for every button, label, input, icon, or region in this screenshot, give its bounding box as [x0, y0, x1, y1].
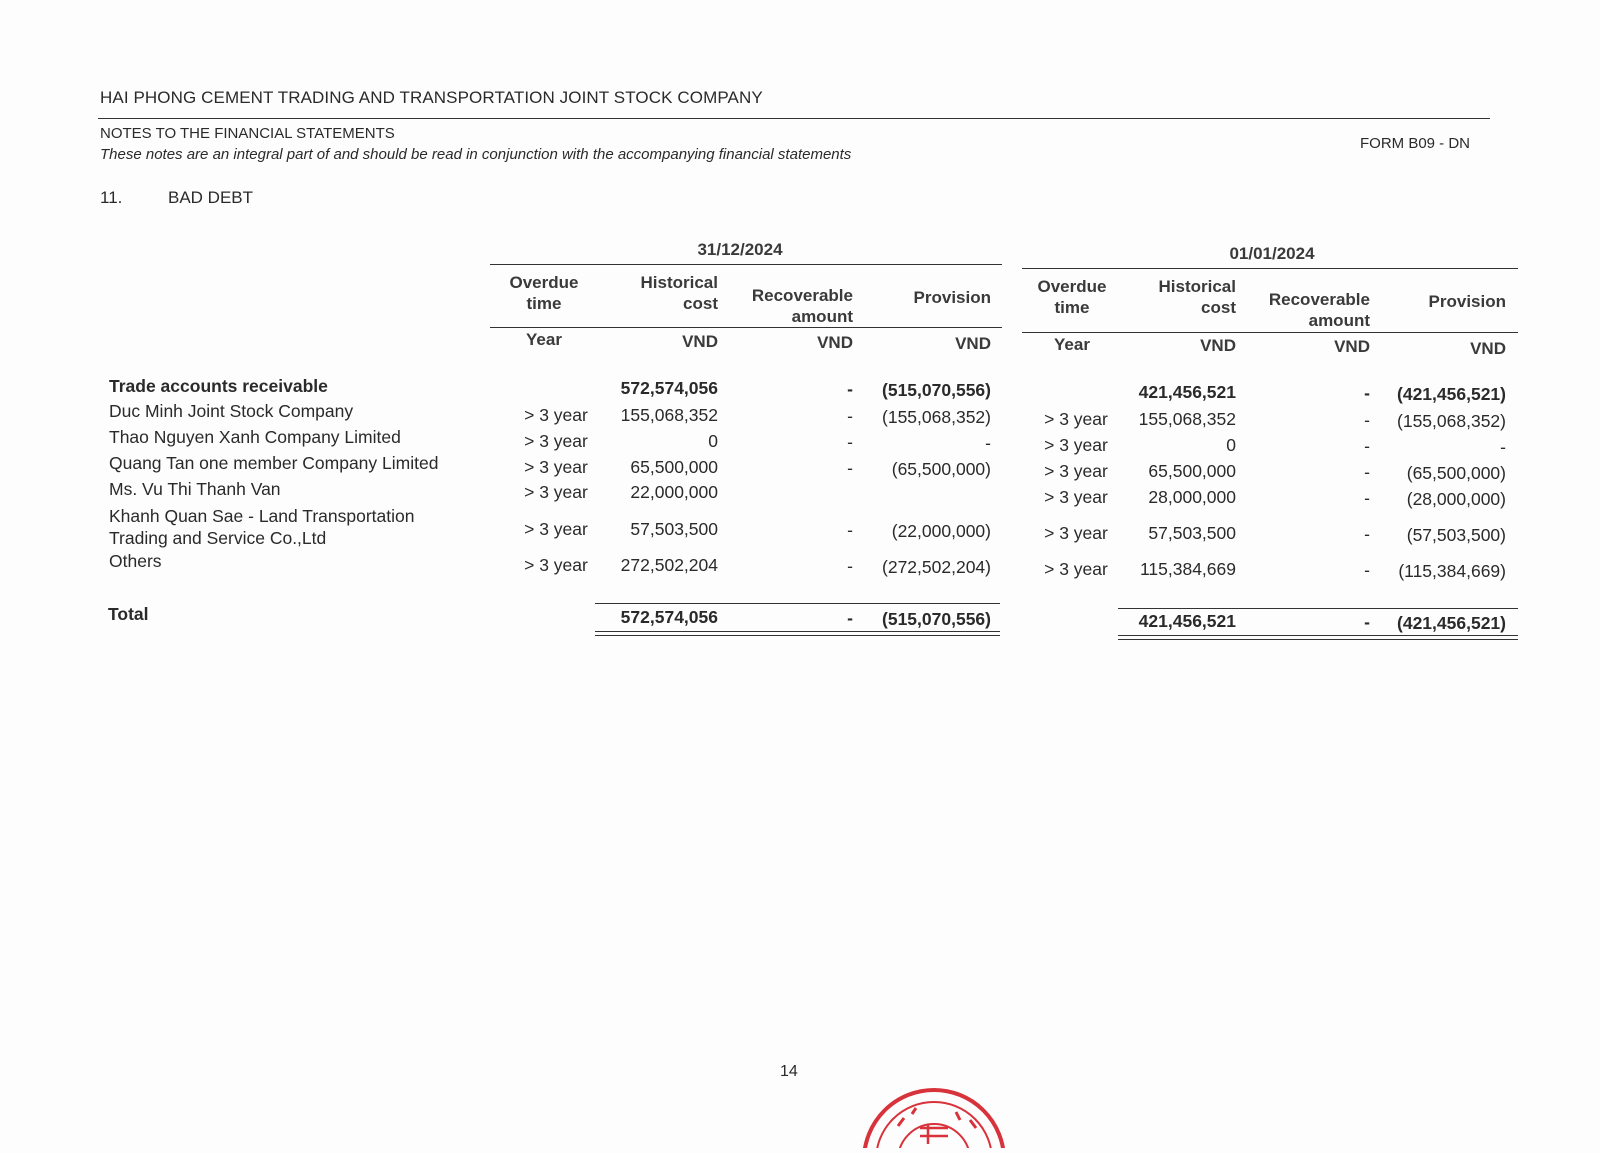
table-cell: (22,000,000)	[891, 521, 991, 541]
table-cell: 65,500,000	[630, 457, 718, 477]
period-rule-1	[490, 264, 1002, 265]
page-number: 14	[780, 1063, 798, 1080]
table-cell: (421,456,521)	[1397, 384, 1506, 404]
table-cell: -	[1364, 560, 1370, 580]
notes-title: NOTES TO THE FINANCIAL STATEMENTS	[100, 125, 395, 142]
period-rule-2	[1022, 268, 1518, 269]
table-cell: > 3 year	[1044, 559, 1108, 579]
table-cell: 57,503,500	[1148, 523, 1236, 543]
table-cell: 65,500,000	[1148, 461, 1236, 481]
table-cell: 0	[1226, 435, 1236, 455]
table-cell: -	[1364, 462, 1370, 482]
table-cell: 155,068,352	[620, 405, 718, 425]
total-rule-top-1	[595, 603, 1000, 604]
unit-vnd-cost-p1: VND	[682, 332, 718, 351]
table-cell: > 3 year	[1044, 487, 1108, 507]
table-cell: -	[847, 379, 853, 399]
table-cell: -	[847, 608, 853, 628]
row-label-total: Total	[108, 604, 149, 624]
total-rule-top-2	[1118, 608, 1518, 609]
unit-vnd-prov-p2: VND	[1470, 339, 1506, 358]
table-cell: 572,574,056	[620, 607, 718, 627]
table-cell: (57,503,500)	[1406, 525, 1506, 545]
col-recoverable-amount-p2: Recoverable amount	[1268, 290, 1370, 330]
row-label-others: Others	[109, 551, 162, 571]
row-label-khanh-quan-sae: Khanh Quan Sae - Land Transportation Trading and Service Co.,Ltd	[109, 506, 415, 548]
col-overdue-time-p2: Overdue time	[1037, 277, 1107, 317]
table-cell: -	[1500, 437, 1506, 457]
table-cell: > 3 year	[1044, 435, 1108, 455]
table-cell: 272,502,204	[620, 555, 718, 575]
table-cell: (155,068,352)	[882, 407, 991, 427]
row-label-thao-nguyen-xanh: Thao Nguyen Xanh Company Limited	[109, 427, 401, 447]
table-cell: -	[1364, 410, 1370, 430]
notes-subtitle: These notes are an integral part of and should be read in conjunction with the accompanying financial statements	[100, 146, 852, 163]
col-recoverable-amount-p1: Recoverable amount	[751, 286, 853, 326]
table-cell: 0	[708, 431, 718, 451]
table-cell: > 3 year	[524, 482, 588, 502]
table-cell: (515,070,556)	[882, 380, 991, 400]
table-cell: > 3 year	[524, 457, 588, 477]
unit-vnd-prov-p1: VND	[955, 334, 991, 353]
section-number: 11.	[100, 188, 123, 207]
table-cell: 28,000,000	[1148, 487, 1236, 507]
table-cell: -	[1364, 383, 1370, 403]
row-label-trade-accounts-receivable: Trade accounts receivable	[109, 376, 328, 396]
unit-year-p1: Year	[526, 330, 562, 349]
company-name: HAI PHONG CEMENT TRADING AND TRANSPORTATION JOINT STOCK COMPANY	[100, 88, 763, 107]
table-cell: (515,070,556)	[882, 609, 991, 629]
table-cell: > 3 year	[524, 555, 588, 575]
table-cell: > 3 year	[1044, 461, 1108, 481]
table-cell: -	[985, 433, 991, 453]
table-cell: 22,000,000	[630, 482, 718, 502]
table-cell: -	[1364, 488, 1370, 508]
table-cell: 57,503,500	[630, 519, 718, 539]
table-cell: -	[1364, 612, 1370, 632]
row-label-quang-tan: Quang Tan one member Company Limited	[109, 453, 439, 473]
table-cell: (65,500,000)	[1406, 463, 1506, 483]
col-provision-p1: Provision	[913, 288, 991, 307]
colhead-rule-1	[490, 327, 1002, 328]
header-rule	[98, 118, 1490, 119]
unit-vnd-recov-p1: VND	[817, 333, 853, 352]
table-cell: (155,068,352)	[1397, 411, 1506, 431]
table-cell: -	[847, 458, 853, 478]
table-cell: (65,500,000)	[891, 459, 991, 479]
table-cell: 572,574,056	[620, 378, 718, 398]
table-cell: (272,502,204)	[882, 557, 991, 577]
table-cell: > 3 year	[524, 405, 588, 425]
form-code: FORM B09 - DN	[1360, 135, 1471, 152]
row-label-duc-minh: Duc Minh Joint Stock Company	[109, 401, 354, 421]
table-cell: 155,068,352	[1138, 409, 1236, 429]
table-cell: -	[1364, 436, 1370, 456]
colhead-rule-2	[1022, 332, 1518, 333]
table-cell: -	[847, 432, 853, 452]
total-double-rule-1	[595, 631, 1000, 636]
unit-year-p2: Year	[1054, 335, 1090, 354]
col-provision-p2: Provision	[1428, 292, 1506, 311]
table-cell: -	[1364, 524, 1370, 544]
table-cell: > 3 year	[524, 519, 588, 539]
company-seal-stamp	[838, 1088, 1038, 1148]
table-cell: > 3 year	[1044, 523, 1108, 543]
row-label-vu-thi-thanh-van: Ms. Vu Thi Thanh Van	[109, 479, 281, 499]
period-header-2024-01-01: 01/01/2024	[1229, 244, 1315, 263]
table-cell: (115,384,669)	[1398, 561, 1506, 581]
table-cell: 421,456,521	[1138, 382, 1236, 402]
table-cell: > 3 year	[1044, 409, 1108, 429]
section-title: BAD DEBT	[168, 188, 254, 207]
table-cell: (28,000,000)	[1406, 489, 1506, 509]
table-cell: > 3 year	[524, 431, 588, 451]
table-cell: -	[847, 406, 853, 426]
col-historical-cost-p2: Historical cost	[1158, 277, 1236, 317]
unit-vnd-cost-p2: VND	[1200, 336, 1236, 355]
table-cell: -	[847, 520, 853, 540]
unit-vnd-recov-p2: VND	[1334, 337, 1370, 356]
table-cell: 421,456,521	[1138, 611, 1236, 631]
table-cell: (421,456,521)	[1397, 613, 1506, 633]
period-header-2024-12-31: 31/12/2024	[697, 240, 783, 259]
table-cell: 115,384,669	[1139, 559, 1236, 579]
col-overdue-time-p1: Overdue time	[509, 273, 579, 313]
table-cell: -	[847, 556, 853, 576]
col-historical-cost-p1: Historical cost	[640, 273, 718, 313]
total-double-rule-2	[1118, 635, 1518, 640]
